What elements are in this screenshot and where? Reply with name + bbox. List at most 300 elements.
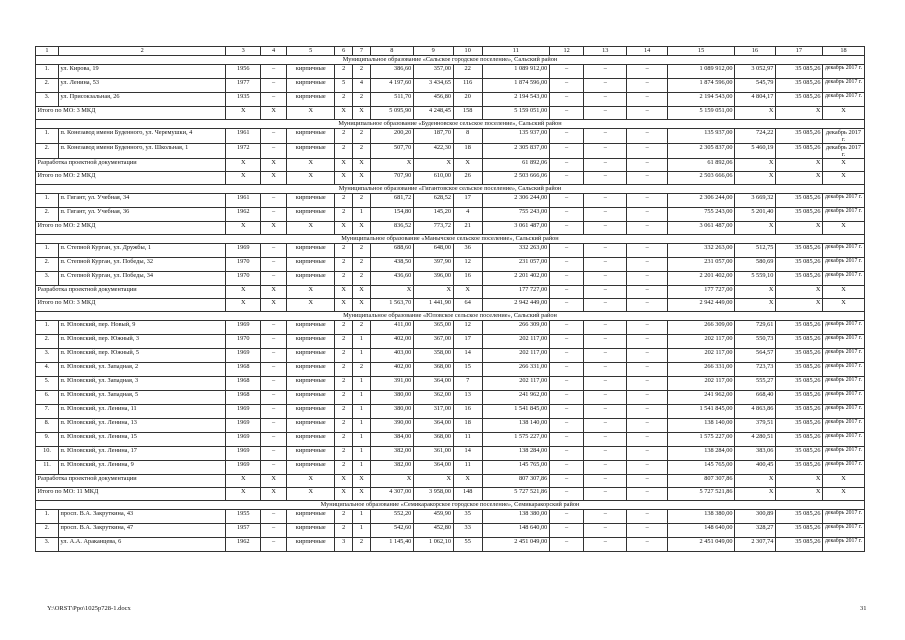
table-cell: – xyxy=(549,405,584,419)
total-cell: Х xyxy=(370,475,413,488)
table-cell: 2 xyxy=(353,258,371,272)
table-cell: 35 085,26 xyxy=(775,129,822,144)
table-cell: 35 085,26 xyxy=(775,208,822,222)
table-cell: 16 xyxy=(453,272,482,286)
table-cell: 1 xyxy=(353,447,371,461)
table-cell: 2 xyxy=(335,377,353,391)
total-cell: Х xyxy=(353,488,371,501)
table-cell: 8 xyxy=(453,129,482,144)
total-cell: 5 159 051,00 xyxy=(482,107,549,120)
total-cell: Х xyxy=(335,475,353,488)
table-cell: 1962 xyxy=(226,208,261,222)
table-cell: 35 085,26 xyxy=(775,391,822,405)
municipality-title: Муниципальное образование «Гигантовское сельское поселение», Сальский район xyxy=(36,185,865,194)
table-cell: декабрь 2017 г. xyxy=(822,321,864,335)
table-cell: 35 085,26 xyxy=(775,349,822,363)
table-cell: 5 460,19 xyxy=(735,144,776,159)
total-cell: 1 563,70 xyxy=(370,299,413,312)
table-cell: – xyxy=(584,65,627,79)
total-row xyxy=(36,286,865,299)
table-cell: 2 307,74 xyxy=(735,538,776,552)
table-cell: – xyxy=(261,144,287,159)
table-cell: 1 xyxy=(353,377,371,391)
table-cell: 396,00 xyxy=(413,272,453,286)
table-cell: 2. xyxy=(36,144,59,159)
table-cell: – xyxy=(549,335,584,349)
table-cell: 2 xyxy=(335,244,353,258)
table-cell: 2 305 837,00 xyxy=(482,144,549,159)
table-cell: декабрь 2017 г. xyxy=(822,208,864,222)
table-cell: 145,20 xyxy=(413,208,453,222)
table-cell: 364,00 xyxy=(413,377,453,391)
table-cell: 2 xyxy=(335,419,353,433)
total-cell: Х xyxy=(353,286,371,299)
table-cell: – xyxy=(627,447,668,461)
table-row xyxy=(36,194,865,208)
total-label: Разработка проектной документации xyxy=(36,475,226,488)
total-row xyxy=(36,222,865,235)
address-cell: п. Конезавод имени Буденного, ул. Школьная, 1 xyxy=(59,144,226,159)
table-cell: 1970 xyxy=(226,335,261,349)
total-cell: Х xyxy=(226,172,261,185)
page-number: 31 xyxy=(860,605,867,612)
column-number: 1 xyxy=(36,47,59,56)
address-cell: п. Гигант, ул. Учебная, 36 xyxy=(59,208,226,222)
table-cell: 300,89 xyxy=(735,510,776,524)
table-cell: декабрь 2017 г. xyxy=(822,377,864,391)
table-cell: 202 117,00 xyxy=(482,335,549,349)
table-cell: 135 937,00 xyxy=(668,129,735,144)
table-cell: 1969 xyxy=(226,321,261,335)
table-cell: 5 559,10 xyxy=(735,272,776,286)
table-cell: – xyxy=(584,208,627,222)
table-cell: – xyxy=(627,258,668,272)
column-number: 2 xyxy=(59,47,226,56)
total-cell: Х xyxy=(226,107,261,120)
table-cell: 3. xyxy=(36,538,59,552)
table-row xyxy=(36,335,865,349)
table-cell: 755 243,00 xyxy=(668,208,735,222)
total-cell: Х xyxy=(822,299,864,312)
total-cell: 2 503 666,06 xyxy=(668,172,735,185)
column-number: 3 xyxy=(226,47,261,56)
table-cell: 35 085,26 xyxy=(775,419,822,433)
total-cell: Х xyxy=(822,159,864,172)
table-cell: – xyxy=(261,538,287,552)
table-cell: 648,00 xyxy=(413,244,453,258)
table-cell: 390,00 xyxy=(370,419,413,433)
table-cell: 1 541 845,00 xyxy=(668,405,735,419)
total-cell: Х xyxy=(735,172,776,185)
total-label: Итого по МО: 3 МКД xyxy=(36,107,226,120)
total-cell: Х xyxy=(413,159,453,172)
table-cell: 5 xyxy=(335,79,353,93)
table-row xyxy=(36,433,865,447)
table-cell: 2 xyxy=(335,510,353,524)
table-cell: – xyxy=(261,363,287,377)
table-cell: 364,00 xyxy=(413,461,453,475)
table-cell: 1 xyxy=(353,419,371,433)
table-cell: – xyxy=(584,419,627,433)
table-cell: кирпичные xyxy=(287,258,335,272)
table-cell: 2 194 543,00 xyxy=(668,93,735,107)
table-cell: 138 140,00 xyxy=(668,419,735,433)
table-cell: – xyxy=(627,144,668,159)
table-row xyxy=(36,377,865,391)
table-cell: 4 197,60 xyxy=(370,79,413,93)
table-cell: 332 263,00 xyxy=(668,244,735,258)
table-cell: декабрь 2017 г. xyxy=(822,447,864,461)
table-row xyxy=(36,349,865,363)
table-cell: 11 xyxy=(453,433,482,447)
table-cell: 145 765,00 xyxy=(668,461,735,475)
total-cell: Х xyxy=(353,299,371,312)
table-cell: 361,00 xyxy=(413,447,453,461)
total-cell: Х xyxy=(226,488,261,501)
table-cell: 628,52 xyxy=(413,194,453,208)
total-label: Итого по МО: 3 МКД xyxy=(36,299,226,312)
total-cell: – xyxy=(627,286,668,299)
table-cell: – xyxy=(627,272,668,286)
table-cell: – xyxy=(549,377,584,391)
table-cell: – xyxy=(627,363,668,377)
table-cell: 1961 xyxy=(226,129,261,144)
total-cell: 807 307,86 xyxy=(482,475,549,488)
table-cell: 35 085,26 xyxy=(775,335,822,349)
table-cell: 1 089 912,00 xyxy=(482,65,549,79)
table-cell: 357,00 xyxy=(413,65,453,79)
table-cell: декабрь 2017 г. xyxy=(822,129,864,144)
total-cell: 773,72 xyxy=(413,222,453,235)
table-cell: 1968 xyxy=(226,391,261,405)
table-cell: 1 062,10 xyxy=(413,538,453,552)
total-label: Итого по МО: 11 МКД xyxy=(36,488,226,501)
table-row xyxy=(36,79,865,93)
table-cell: 1962 xyxy=(226,538,261,552)
table-cell: – xyxy=(549,447,584,461)
table-cell: 2 306 244,00 xyxy=(482,194,549,208)
column-number: 4 xyxy=(261,47,287,56)
municipality-title: Муниципальное образование «Манычское сельское поселение», Сальский район xyxy=(36,235,865,244)
total-cell: 3 958,00 xyxy=(413,488,453,501)
table-cell: 35 085,26 xyxy=(775,538,822,552)
table-cell: 135 937,00 xyxy=(482,129,549,144)
table-cell: – xyxy=(261,510,287,524)
table-cell: 241 962,00 xyxy=(668,391,735,405)
total-cell: Х xyxy=(261,286,287,299)
column-number: 18 xyxy=(822,47,864,56)
table-row xyxy=(36,538,865,552)
footer-file-path: Y:\ORST\Ppo\1025p728-1.docx xyxy=(47,605,131,612)
table-cell: – xyxy=(261,129,287,144)
table-cell: 382,00 xyxy=(370,461,413,475)
total-cell: Х xyxy=(335,299,353,312)
table-cell: 35 085,26 xyxy=(775,93,822,107)
table-cell: 1 874 596,00 xyxy=(482,79,549,93)
table-cell: – xyxy=(627,244,668,258)
table-cell: 266 309,00 xyxy=(482,321,549,335)
table-cell: 364,00 xyxy=(413,419,453,433)
address-cell: п. Юловский, ул. Ленина, 15 xyxy=(59,433,226,447)
table-cell: 386,60 xyxy=(370,65,413,79)
total-cell: Х xyxy=(735,488,776,501)
column-number: 17 xyxy=(775,47,822,56)
table-cell: 2 xyxy=(335,461,353,475)
table-cell: – xyxy=(584,258,627,272)
table-cell: 3. xyxy=(36,272,59,286)
total-cell: 177 727,00 xyxy=(668,286,735,299)
table-cell: 2 xyxy=(335,335,353,349)
table-cell: 723,73 xyxy=(735,363,776,377)
table-cell: – xyxy=(549,93,584,107)
table-row xyxy=(36,65,865,79)
table-cell: 2 451 049,00 xyxy=(482,538,549,552)
table-row xyxy=(36,447,865,461)
table-cell: 35 xyxy=(453,510,482,524)
total-cell: Х xyxy=(261,299,287,312)
total-cell: 4 307,00 xyxy=(370,488,413,501)
table-cell: – xyxy=(549,272,584,286)
address-cell: п. Юловский, пер. Южный, 3 xyxy=(59,335,226,349)
table-cell: – xyxy=(584,538,627,552)
table-cell: 2 xyxy=(353,65,371,79)
table-cell: кирпичные xyxy=(287,208,335,222)
total-cell: Х xyxy=(735,475,776,488)
total-cell: 4 248,45 xyxy=(413,107,453,120)
total-label: Разработка проектной документации xyxy=(36,159,226,172)
table-cell: 1 xyxy=(353,524,371,538)
table-cell: 1969 xyxy=(226,461,261,475)
total-cell: Х xyxy=(775,222,822,235)
address-cell: просп. В.А. Закруткина, 47 xyxy=(59,524,226,538)
table-cell: – xyxy=(627,377,668,391)
table-cell: 3 434,65 xyxy=(413,79,453,93)
table-cell: – xyxy=(627,349,668,363)
table-cell: 20 xyxy=(453,93,482,107)
table-cell: кирпичные xyxy=(287,194,335,208)
table-cell: 5. xyxy=(36,377,59,391)
table-cell: 200,20 xyxy=(370,129,413,144)
total-cell: Х xyxy=(735,299,776,312)
total-cell: Х xyxy=(453,286,482,299)
table-cell: – xyxy=(627,405,668,419)
table-cell: – xyxy=(549,79,584,93)
table-cell: 724,22 xyxy=(735,129,776,144)
table-cell: 402,00 xyxy=(370,335,413,349)
table-cell: 380,00 xyxy=(370,391,413,405)
total-cell: 707,90 xyxy=(370,172,413,185)
table-cell: кирпичные xyxy=(287,144,335,159)
table-cell: – xyxy=(261,377,287,391)
table-cell: 358,00 xyxy=(413,349,453,363)
total-cell: 64 xyxy=(453,299,482,312)
address-cell: п. Степной Курган, ул. Дружбы, 1 xyxy=(59,244,226,258)
table-cell: 438,50 xyxy=(370,258,413,272)
table-cell: кирпичные xyxy=(287,93,335,107)
table-cell: 1 xyxy=(353,405,371,419)
table-cell: 3. xyxy=(36,349,59,363)
table-cell: 35 085,26 xyxy=(775,524,822,538)
table-cell: 512,75 xyxy=(735,244,776,258)
total-cell: 5 727 521,86 xyxy=(668,488,735,501)
table-cell: 3. xyxy=(36,93,59,107)
table-cell: – xyxy=(261,433,287,447)
table-cell: декабрь 2017 г. xyxy=(822,194,864,208)
table-cell: 383,06 xyxy=(735,447,776,461)
table-cell: 3 669,32 xyxy=(735,194,776,208)
table-cell: – xyxy=(549,510,584,524)
table-cell: – xyxy=(549,129,584,144)
table-cell: 148 640,00 xyxy=(668,524,735,538)
table-cell: – xyxy=(549,244,584,258)
table-cell: – xyxy=(261,79,287,93)
table-cell: – xyxy=(584,524,627,538)
table-cell: 12 xyxy=(453,258,482,272)
total-cell: Х xyxy=(335,488,353,501)
table-cell: – xyxy=(261,391,287,405)
total-cell: 61 892,06 xyxy=(668,159,735,172)
address-cell: п. Юловский, пер. Южный, 5 xyxy=(59,349,226,363)
total-cell: Х xyxy=(335,172,353,185)
table-cell: 688,60 xyxy=(370,244,413,258)
table-cell: 2 xyxy=(335,524,353,538)
total-cell: – xyxy=(549,475,584,488)
table-cell: 2 xyxy=(353,272,371,286)
table-cell: 35 085,26 xyxy=(775,321,822,335)
table-cell: – xyxy=(584,129,627,144)
table-cell: 14 xyxy=(453,447,482,461)
table-cell: 35 085,26 xyxy=(775,363,822,377)
municipality-title: Муниципальное образование «Семикаракорское городское поселение», Семикаракорский район xyxy=(36,501,865,510)
table-cell: 317,00 xyxy=(413,405,453,419)
table-cell: 266 331,00 xyxy=(482,363,549,377)
table-cell: 2 xyxy=(335,391,353,405)
total-row xyxy=(36,159,865,172)
address-cell: п. Гигант, ул. Учебная, 34 xyxy=(59,194,226,208)
total-cell: Х xyxy=(335,159,353,172)
total-cell: Х xyxy=(353,222,371,235)
table-cell: – xyxy=(549,538,584,552)
table-cell: 35 085,26 xyxy=(775,65,822,79)
table-cell: 2 xyxy=(353,129,371,144)
total-cell: 5 727 521,86 xyxy=(482,488,549,501)
section-header-row xyxy=(36,185,865,194)
table-cell: 2 306 244,00 xyxy=(668,194,735,208)
table-cell: декабрь 2017 г. xyxy=(822,258,864,272)
table-cell: кирпичные xyxy=(287,321,335,335)
table-cell: 35 085,26 xyxy=(775,433,822,447)
table-cell: – xyxy=(584,194,627,208)
table-cell: 379,51 xyxy=(735,419,776,433)
table-cell: кирпичные xyxy=(287,129,335,144)
table-cell: 1969 xyxy=(226,447,261,461)
table-cell: – xyxy=(261,208,287,222)
table-cell: 1. xyxy=(36,129,59,144)
table-cell: 332 263,00 xyxy=(482,244,549,258)
column-number: 6 xyxy=(335,47,353,56)
table-cell: – xyxy=(261,447,287,461)
total-cell: Х xyxy=(287,222,335,235)
table-cell: 2 xyxy=(335,129,353,144)
total-cell: 2 503 666,06 xyxy=(482,172,549,185)
table-cell: 35 085,26 xyxy=(775,447,822,461)
total-cell: Х xyxy=(226,159,261,172)
total-cell: Х xyxy=(261,222,287,235)
table-cell: 1 xyxy=(353,391,371,405)
total-cell: 807 307,86 xyxy=(668,475,735,488)
table-cell: 681,72 xyxy=(370,194,413,208)
table-cell: 668,40 xyxy=(735,391,776,405)
address-cell: п. Степной Курган, ул. Победы, 32 xyxy=(59,258,226,272)
table-cell: – xyxy=(627,391,668,405)
table-cell: 1957 xyxy=(226,524,261,538)
table-cell: – xyxy=(627,79,668,93)
total-cell: – xyxy=(584,222,627,235)
total-cell: – xyxy=(627,488,668,501)
table-cell: – xyxy=(261,272,287,286)
total-cell: Х xyxy=(353,172,371,185)
column-number: 11 xyxy=(482,47,549,56)
total-cell: Х xyxy=(775,286,822,299)
table-cell: 2 xyxy=(353,194,371,208)
table-cell: – xyxy=(627,65,668,79)
table-cell: 1. xyxy=(36,244,59,258)
table-cell: 3 xyxy=(335,538,353,552)
table-cell: 552,20 xyxy=(370,510,413,524)
table-cell: 2 xyxy=(353,538,371,552)
address-cell: ул. А.А. Араканцева, 6 xyxy=(59,538,226,552)
table-cell: 55 xyxy=(453,538,482,552)
table-cell: – xyxy=(261,258,287,272)
table-cell: – xyxy=(584,335,627,349)
column-number: 15 xyxy=(668,47,735,56)
table-cell: – xyxy=(584,244,627,258)
total-cell: – xyxy=(549,172,584,185)
table-cell: – xyxy=(584,363,627,377)
column-number: 10 xyxy=(453,47,482,56)
table-cell: 368,00 xyxy=(413,363,453,377)
table-cell: – xyxy=(549,433,584,447)
table-row xyxy=(36,510,865,524)
table-row xyxy=(36,524,865,538)
table-cell: – xyxy=(261,419,287,433)
table-cell: 1956 xyxy=(226,65,261,79)
section-header-row xyxy=(36,120,865,129)
table-cell: 2. xyxy=(36,79,59,93)
table-cell: декабрь 2017 г. xyxy=(822,510,864,524)
table-cell: 35 085,26 xyxy=(775,79,822,93)
table-cell: 456,80 xyxy=(413,93,453,107)
table-cell: 459,90 xyxy=(413,510,453,524)
table-cell: – xyxy=(584,321,627,335)
total-cell: Х xyxy=(226,286,261,299)
table-cell: 35 085,26 xyxy=(775,244,822,258)
total-cell: 1 441,90 xyxy=(413,299,453,312)
address-cell: п. Юловский, ул. Западная, 3 xyxy=(59,377,226,391)
table-cell: – xyxy=(549,208,584,222)
total-cell: Х xyxy=(287,299,335,312)
table-cell: 9. xyxy=(36,433,59,447)
total-cell: – xyxy=(584,107,627,120)
table-cell: 2 xyxy=(353,321,371,335)
section-header-row xyxy=(36,235,865,244)
table-cell: 18 xyxy=(453,419,482,433)
table-cell: 1 xyxy=(353,335,371,349)
table-cell: – xyxy=(584,79,627,93)
table-cell: – xyxy=(549,461,584,475)
total-label: Разработка проектной документации xyxy=(36,286,226,299)
table-cell: 266 331,00 xyxy=(668,363,735,377)
